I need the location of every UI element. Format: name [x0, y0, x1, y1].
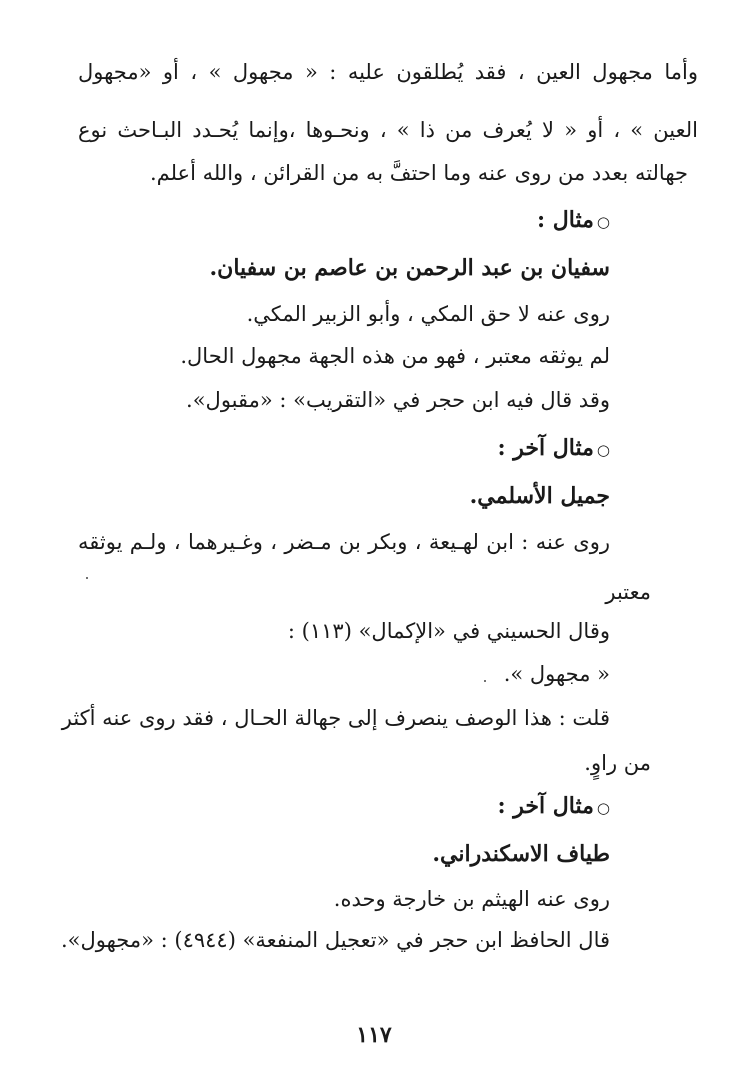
- example-3-line-2: قال الحافظ ابن حجر في «تعجيل المنفعة» (٤٩٤٤) : «مجهول».: [60, 928, 610, 952]
- page-number: ١١٧: [356, 1022, 392, 1048]
- intro-line-3: جهالته بعدد من روى عنه وما احتفَّ به من القرائن ، والله أعلم.: [149, 161, 688, 185]
- example-2-heading-text: مثال آخر :: [497, 435, 594, 461]
- example-2-line-1: روى عنه : ابن لهـيعة ، وبكر بن مـضر ، وغـيرهما ، ولـم يوثقه: [78, 530, 610, 554]
- example-3-line-1: روى عنه الهيثم بن خارجة وحده.: [333, 887, 610, 911]
- example-2-line-2: وقال الحسيني في «الإكمال» (١١٣) :: [287, 619, 610, 643]
- bullet-icon: ○: [596, 799, 610, 817]
- example-2-name: جميل الأسلمي.: [469, 483, 610, 509]
- example-2-heading: [498, 433, 611, 465]
- example-2-line-3: « مجهول ».: [503, 662, 610, 686]
- scan-speck: [484, 680, 486, 682]
- example-3-name: طياف الاسكندراني.: [432, 841, 610, 867]
- scan-speck: [86, 577, 88, 579]
- example-1-name: سفيان بن عبد الرحمن بن عاصم بن سفيان.: [209, 255, 610, 281]
- example-1-heading: [537, 205, 610, 237]
- example-1-heading-text: مثال :: [537, 207, 594, 233]
- example-2-line-4: قلت : هذا الوصف ينصرف إلى جهالة الحـال ، فقد روى عنه أكثر: [61, 706, 610, 730]
- example-2-line-4-cont: من راوٍ.: [584, 751, 651, 775]
- intro-line-1: وأما مجهول العين ، فقد يُطلقون عليه : « مجهول » ، أو «مجهول: [78, 60, 698, 84]
- intro-line-2: العين » ، أو « لا يُعرف من ذا » ، ونحـوها ،وإنما يُحـدد البـاحث نوع: [78, 118, 698, 142]
- example-2-line-1-cont: معتبر: [605, 580, 651, 604]
- example-3-heading: [498, 791, 611, 823]
- example-1-line-2: لم يوثقه معتبر ، فهو من هذه الجهة مجهول الحال.: [180, 344, 610, 368]
- bullet-icon: ○: [596, 213, 610, 231]
- example-1-line-3: وقد قال فيه ابن حجر في «التقريب» : «مقبول».: [186, 388, 610, 412]
- bullet-icon: ○: [596, 441, 610, 459]
- example-3-heading-text: مثال آخر :: [497, 793, 594, 819]
- example-1-line-1: روى عنه لا حق المكي ، وأبو الزبير المكي.: [246, 302, 610, 326]
